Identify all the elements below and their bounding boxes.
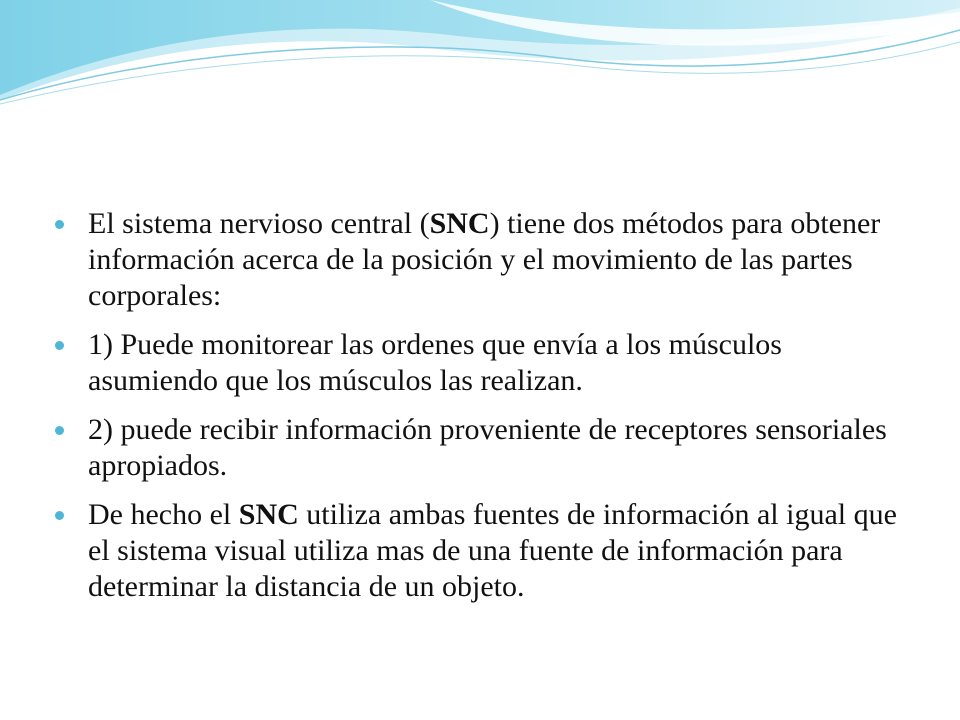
bullet-dot-icon [55,511,64,520]
text-segment: 2) puede recibir información proveniente de receptores sensoriales apropiados. [88,413,887,482]
bullet-text [88,498,897,603]
bullet-item [52,327,912,399]
text-segment: utiliza ambas fuentes de información al igual que el sistema visual utiliza mas de una fuente de información para determinar la distancia de un objeto. [88,498,897,603]
text-segment: ) tiene dos métodos para obtener información acerca de la posición y el movimiento de las partes corporales: [88,207,881,312]
bullet-dot-icon [55,426,64,435]
header-wave-decoration [0,0,960,110]
bullet-list [52,206,912,605]
bullet-text [88,328,782,397]
slide-content [52,206,912,618]
bold-term: SNC [238,498,299,531]
bullet-text [88,413,887,482]
text-segment: ( [419,207,430,240]
bullet-text [88,207,880,312]
bullet-item [52,206,912,314]
bullet-item [52,497,912,605]
bullet-item [52,412,912,484]
text-segment: El sistema nervioso central [88,207,420,240]
text-segment: 1) Puede monitorear las ordenes que envía a los músculos asumiendo que los músculos las realizan. [88,328,782,397]
text-segment: De hecho el [88,498,239,531]
bold-term: SNC [429,207,490,240]
bullet-dot-icon [55,341,64,350]
bullet-dot-icon [55,220,64,229]
